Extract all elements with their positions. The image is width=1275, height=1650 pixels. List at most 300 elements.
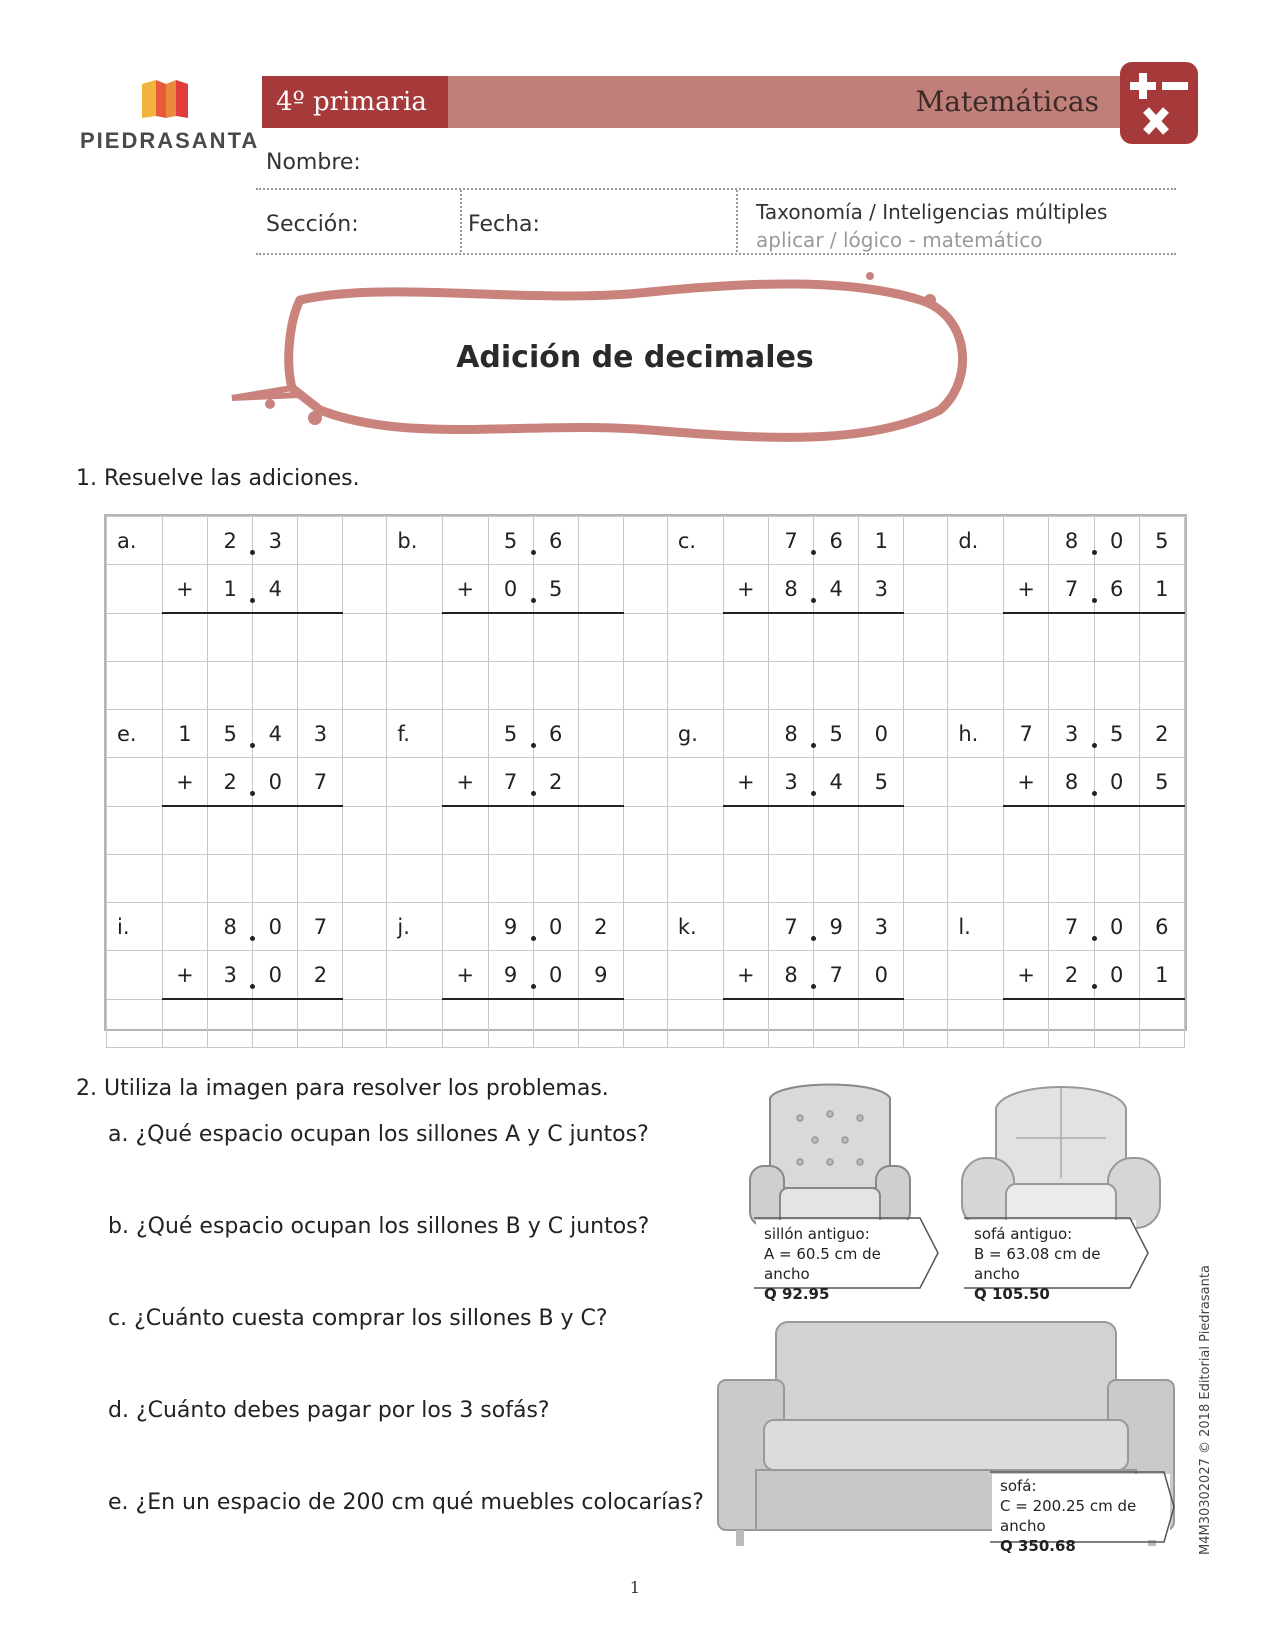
armchair-a-price: Q 92.95 [764, 1285, 830, 1303]
brand-logo-text: PIEDRASANTA [80, 128, 260, 153]
exercise-letter: h. [948, 710, 1004, 758]
grid-cell [667, 565, 723, 614]
digit-cell: 8 [769, 710, 814, 758]
grid-cell [343, 758, 387, 807]
answer-cell[interactable] [107, 662, 163, 710]
answer-cell[interactable] [253, 613, 298, 662]
digit-cell: 4 [253, 710, 298, 758]
grid-cell [904, 710, 948, 758]
answer-cell[interactable] [298, 806, 343, 855]
answer-cell[interactable] [904, 999, 948, 1048]
grid-cell [667, 951, 723, 1000]
answer-cell[interactable] [107, 999, 163, 1048]
grade-label: 4º primaria [262, 76, 448, 128]
answer-cell[interactable] [1004, 999, 1049, 1048]
grid-cell [904, 517, 948, 565]
grid-cell [667, 758, 723, 807]
nombre-label: Nombre: [266, 150, 361, 175]
answer-cell[interactable] [623, 613, 667, 662]
digit-cell: 3 [859, 903, 904, 951]
answer-cell[interactable] [859, 999, 904, 1048]
answer-cell[interactable] [162, 999, 207, 1048]
grid-row [107, 999, 1185, 1048]
answer-cell[interactable] [208, 806, 253, 855]
digit-cell: 1 [1139, 565, 1184, 614]
digit-cell: 5 [1139, 758, 1184, 807]
answer-cell[interactable] [387, 806, 443, 855]
digit-cell: 7 [298, 758, 343, 807]
answer-cell[interactable] [667, 806, 723, 855]
answer-cell[interactable] [1049, 806, 1094, 855]
digit-cell: 3 [253, 517, 298, 565]
page-number: 1 [629, 1578, 641, 1597]
armchair-a-tag [756, 1220, 926, 1303]
digit-cell: 1 [1139, 951, 1184, 1000]
answer-cell[interactable] [859, 662, 904, 710]
armchair-a-name: sillón antiguo: [764, 1225, 870, 1243]
digit-cell: 7 [769, 903, 814, 951]
exercise-letter: d. [948, 517, 1004, 565]
digit-cell: 7 [814, 951, 859, 1000]
answer-cell[interactable] [1049, 855, 1094, 903]
digit-cell: 1 [208, 565, 253, 614]
answer-cell[interactable] [623, 662, 667, 710]
grid-cell [343, 951, 387, 1000]
answer-cell[interactable] [253, 999, 298, 1048]
answer-cell[interactable] [1004, 855, 1049, 903]
armchair-a-width: A = 60.5 cm de ancho [764, 1245, 881, 1283]
grid-cell [623, 951, 667, 1000]
seccion-label: Sección: [266, 212, 359, 237]
answer-cell[interactable] [1049, 662, 1094, 710]
digit-cell [578, 710, 623, 758]
answer-cell[interactable] [443, 662, 488, 710]
grid-row [107, 855, 1185, 903]
answer-cell[interactable] [1094, 999, 1139, 1048]
answer-cell[interactable] [343, 999, 387, 1048]
digit-cell: 3 [1049, 710, 1094, 758]
digit-cell: 5 [208, 710, 253, 758]
answer-cell[interactable] [1004, 662, 1049, 710]
digit-cell: 3 [859, 565, 904, 614]
grid-cell [904, 951, 948, 1000]
answer-cell[interactable] [723, 806, 768, 855]
grid-row [107, 710, 1185, 758]
digit-cell: 3 [769, 758, 814, 807]
digit-cell [443, 903, 488, 951]
exercise-letter: c. [667, 517, 723, 565]
answer-cell[interactable] [533, 662, 578, 710]
digit-cell: 6 [1094, 565, 1139, 614]
answer-cell[interactable] [533, 613, 578, 662]
exercise-letter: b. [387, 517, 443, 565]
digit-cell [443, 517, 488, 565]
grid-cell [623, 758, 667, 807]
digit-cell [1004, 903, 1049, 951]
digit-cell: 8 [1049, 517, 1094, 565]
grid-row [107, 662, 1185, 710]
answer-cell[interactable] [667, 613, 723, 662]
digit-cell: + [443, 758, 488, 807]
digit-cell: 7 [1004, 710, 1049, 758]
answer-cell[interactable] [488, 999, 533, 1048]
digit-cell: 5 [859, 758, 904, 807]
exercise-letter: l. [948, 903, 1004, 951]
answer-cell[interactable] [387, 999, 443, 1048]
grid-row [107, 758, 1185, 807]
answer-cell[interactable] [769, 806, 814, 855]
digit-cell: 0 [533, 903, 578, 951]
digit-cell [443, 710, 488, 758]
answer-cell[interactable] [723, 613, 768, 662]
answer-cell[interactable] [948, 999, 1004, 1048]
answer-cell[interactable] [948, 662, 1004, 710]
digit-cell [298, 565, 343, 614]
digit-cell: 0 [488, 565, 533, 614]
answer-cell[interactable] [298, 999, 343, 1048]
digit-cell: 7 [1049, 903, 1094, 951]
answer-cell[interactable] [769, 662, 814, 710]
digit-cell: 7 [1049, 565, 1094, 614]
answer-cell[interactable] [1139, 855, 1184, 903]
digit-cell: 3 [208, 951, 253, 1000]
digit-cell: 0 [253, 903, 298, 951]
grid-row [107, 613, 1185, 662]
exercise-letter: j. [387, 903, 443, 951]
armchair-b-name: sofá antiguo: [974, 1225, 1073, 1243]
answer-cell[interactable] [859, 806, 904, 855]
answer-cell[interactable] [162, 613, 207, 662]
answer-cell[interactable] [208, 855, 253, 903]
answer-cell[interactable] [1094, 613, 1139, 662]
exercise-1-instruction: 1. Resuelve las adiciones. [76, 466, 360, 491]
answer-cell[interactable] [208, 662, 253, 710]
answer-cell[interactable] [814, 855, 859, 903]
answer-cell[interactable] [343, 855, 387, 903]
answer-cell[interactable] [1139, 806, 1184, 855]
grid-cell [343, 517, 387, 565]
digit-cell: + [723, 951, 768, 1000]
answer-cell[interactable] [578, 999, 623, 1048]
digit-cell: 7 [298, 903, 343, 951]
answer-cell[interactable] [298, 855, 343, 903]
digit-cell [578, 517, 623, 565]
digit-cell [1004, 517, 1049, 565]
divider [256, 188, 1176, 190]
digit-cell: 8 [769, 951, 814, 1000]
armchair-b-width: B = 63.08 cm de ancho [974, 1245, 1101, 1283]
digit-cell: 2 [208, 517, 253, 565]
digit-cell [578, 565, 623, 614]
digit-cell: 0 [1094, 951, 1139, 1000]
answer-cell[interactable] [1094, 662, 1139, 710]
digit-cell: 4 [814, 565, 859, 614]
addition-table [106, 516, 1185, 1048]
digit-cell: 9 [578, 951, 623, 1000]
digit-cell: 2 [1139, 710, 1184, 758]
digit-cell: 4 [253, 565, 298, 614]
grid-row [107, 951, 1185, 1000]
digit-cell: 8 [208, 903, 253, 951]
armchair-b-price: Q 105.50 [974, 1285, 1050, 1303]
grid-cell [623, 903, 667, 951]
digit-cell: 0 [859, 710, 904, 758]
addition-grid [104, 514, 1187, 1031]
answer-cell[interactable] [769, 613, 814, 662]
answer-cell[interactable] [578, 662, 623, 710]
answer-cell[interactable] [814, 806, 859, 855]
divider [736, 190, 738, 252]
answer-cell[interactable] [667, 999, 723, 1048]
answer-cell[interactable] [443, 613, 488, 662]
answer-cell[interactable] [107, 613, 163, 662]
grid-row [107, 806, 1185, 855]
answer-cell[interactable] [162, 855, 207, 903]
problem-c: c. ¿Cuánto cuesta comprar los sillones B y C? [108, 1306, 608, 1331]
exercise-letter: g. [667, 710, 723, 758]
digit-cell: 5 [533, 565, 578, 614]
digit-cell: 5 [814, 710, 859, 758]
armchair-b-tag [966, 1220, 1136, 1303]
digit-cell: 8 [1049, 758, 1094, 807]
answer-cell[interactable] [948, 855, 1004, 903]
exercise-2-instruction: 2. Utiliza la imagen para resolver los problemas. [76, 1076, 609, 1101]
answer-cell[interactable] [343, 806, 387, 855]
answer-cell[interactable] [667, 662, 723, 710]
subject-label: Matemáticas [915, 85, 1099, 118]
digit-cell: 9 [488, 951, 533, 1000]
answer-cell[interactable] [814, 999, 859, 1048]
digit-cell: 8 [769, 565, 814, 614]
answer-cell[interactable] [578, 806, 623, 855]
grid-cell [387, 951, 443, 1000]
answer-cell[interactable] [1094, 855, 1139, 903]
answer-cell[interactable] [623, 806, 667, 855]
answer-cell[interactable] [1004, 806, 1049, 855]
answer-cell[interactable] [533, 806, 578, 855]
answer-cell[interactable] [253, 662, 298, 710]
answer-cell[interactable] [387, 613, 443, 662]
grid-cell [343, 903, 387, 951]
grid-row [107, 903, 1185, 951]
grid-cell [948, 565, 1004, 614]
digit-cell: 6 [1139, 903, 1184, 951]
digit-cell: 9 [488, 903, 533, 951]
answer-cell[interactable] [533, 855, 578, 903]
grid-cell [387, 758, 443, 807]
digit-cell: + [723, 565, 768, 614]
grid-cell [948, 951, 1004, 1000]
digit-cell [162, 903, 207, 951]
digit-cell: 7 [769, 517, 814, 565]
answer-cell[interactable] [578, 613, 623, 662]
digit-cell: 3 [298, 710, 343, 758]
digit-cell: 0 [1094, 517, 1139, 565]
answer-cell[interactable] [1094, 806, 1139, 855]
sofa-c-width: C = 200.25 cm de ancho [1000, 1497, 1137, 1535]
digit-cell: 0 [1094, 903, 1139, 951]
grid-cell [904, 758, 948, 807]
math-operations-icon [1118, 60, 1200, 146]
digit-cell [578, 758, 623, 807]
answer-cell[interactable] [859, 855, 904, 903]
digit-cell: 2 [533, 758, 578, 807]
grid-cell [904, 565, 948, 614]
digit-cell [723, 517, 768, 565]
answer-cell[interactable] [343, 662, 387, 710]
digit-cell: 5 [1094, 710, 1139, 758]
exercise-letter: k. [667, 903, 723, 951]
problem-e: e. ¿En un espacio de 200 cm qué muebles colocarías? [108, 1490, 704, 1515]
digit-cell: 1 [162, 710, 207, 758]
exercise-letter: i. [107, 903, 163, 951]
answer-cell[interactable] [814, 613, 859, 662]
answer-cell[interactable] [208, 999, 253, 1048]
digit-cell: + [1004, 951, 1049, 1000]
digit-cell: 2 [208, 758, 253, 807]
grid-cell [623, 710, 667, 758]
answer-cell[interactable] [578, 855, 623, 903]
digit-cell: + [162, 951, 207, 1000]
digit-cell: 0 [253, 758, 298, 807]
grid-cell [623, 517, 667, 565]
grid-cell [107, 565, 163, 614]
grid-cell [107, 951, 163, 1000]
grid-cell [948, 758, 1004, 807]
sofa-c-price: Q 350.68 [1000, 1537, 1076, 1555]
sofa-c-name: sofá: [1000, 1477, 1037, 1495]
grid-cell [343, 565, 387, 614]
answer-cell[interactable] [769, 855, 814, 903]
answer-cell[interactable] [343, 613, 387, 662]
digit-cell: + [443, 951, 488, 1000]
grid-row [107, 565, 1185, 614]
digit-cell [162, 517, 207, 565]
answer-cell[interactable] [904, 855, 948, 903]
answer-cell[interactable] [488, 662, 533, 710]
digit-cell: + [162, 565, 207, 614]
divider [460, 190, 462, 252]
digit-cell [723, 903, 768, 951]
answer-cell[interactable] [443, 806, 488, 855]
digit-cell [298, 517, 343, 565]
page-title: Adición de decimales [456, 340, 814, 375]
digit-cell [723, 710, 768, 758]
digit-cell: 6 [814, 517, 859, 565]
exercise-letter: e. [107, 710, 163, 758]
answer-cell[interactable] [298, 662, 343, 710]
digit-cell: 7 [488, 758, 533, 807]
problem-b: b. ¿Qué espacio ocupan los sillones B y C juntos? [108, 1214, 650, 1239]
taxonomia-label: Taxonomía / Inteligencias múltiples [756, 200, 1108, 224]
grid-cell [107, 758, 163, 807]
digit-cell: 2 [298, 951, 343, 1000]
grid-cell [623, 565, 667, 614]
answer-cell[interactable] [1139, 999, 1184, 1048]
digit-cell: 0 [253, 951, 298, 1000]
answer-cell[interactable] [623, 855, 667, 903]
answer-cell[interactable] [488, 855, 533, 903]
answer-cell[interactable] [162, 662, 207, 710]
answer-cell[interactable] [107, 806, 163, 855]
digit-cell: 1 [859, 517, 904, 565]
digit-cell: 6 [533, 710, 578, 758]
digit-cell: 5 [1139, 517, 1184, 565]
taxonomia-value: aplicar / lógico - matemático [756, 228, 1043, 252]
digit-cell: 2 [1049, 951, 1094, 1000]
digit-cell: 5 [488, 710, 533, 758]
answer-cell[interactable] [253, 806, 298, 855]
digit-cell: 9 [814, 903, 859, 951]
digit-cell: 5 [488, 517, 533, 565]
digit-cell: 0 [1094, 758, 1139, 807]
answer-cell[interactable] [387, 855, 443, 903]
digit-cell: + [723, 758, 768, 807]
answer-cell[interactable] [904, 806, 948, 855]
answer-cell[interactable] [814, 662, 859, 710]
answer-cell[interactable] [443, 999, 488, 1048]
answer-cell[interactable] [1139, 613, 1184, 662]
answer-cell[interactable] [533, 999, 578, 1048]
answer-cell[interactable] [667, 855, 723, 903]
answer-cell[interactable] [1139, 662, 1184, 710]
digit-cell: 0 [859, 951, 904, 1000]
answer-cell[interactable] [107, 855, 163, 903]
answer-cell[interactable] [387, 662, 443, 710]
digit-cell: 4 [814, 758, 859, 807]
sofa-c-tag [992, 1474, 1170, 1555]
grid-cell [343, 710, 387, 758]
answer-cell[interactable] [1049, 999, 1094, 1048]
digit-cell: 6 [533, 517, 578, 565]
answer-cell[interactable] [723, 999, 768, 1048]
answer-cell[interactable] [948, 806, 1004, 855]
answer-cell[interactable] [723, 662, 768, 710]
divider [256, 253, 1176, 255]
problem-d: d. ¿Cuánto debes pagar por los 3 sofás? [108, 1398, 550, 1423]
answer-cell[interactable] [904, 613, 948, 662]
copyright-code: M4M3030202​7 © 2018 Editorial Piedrasanta [1198, 1265, 1213, 1555]
answer-cell[interactable] [162, 806, 207, 855]
answer-cell[interactable] [208, 613, 253, 662]
answer-cell[interactable] [904, 662, 948, 710]
digit-cell: 0 [533, 951, 578, 1000]
answer-cell[interactable] [1049, 613, 1094, 662]
answer-cell[interactable] [769, 999, 814, 1048]
answer-cell[interactable] [723, 855, 768, 903]
grid-cell [904, 903, 948, 951]
answer-cell[interactable] [948, 613, 1004, 662]
digit-cell: + [162, 758, 207, 807]
fecha-label: Fecha: [468, 212, 540, 237]
answer-cell[interactable] [443, 855, 488, 903]
answer-cell[interactable] [1004, 613, 1049, 662]
exercise-letter: a. [107, 517, 163, 565]
answer-cell[interactable] [859, 613, 904, 662]
answer-cell[interactable] [488, 613, 533, 662]
exercise-letter: f. [387, 710, 443, 758]
logo-book-icon [140, 78, 190, 120]
problem-a: a. ¿Qué espacio ocupan los sillones A y C juntos? [108, 1122, 649, 1147]
answer-cell[interactable] [298, 613, 343, 662]
digit-cell: + [1004, 565, 1049, 614]
digit-cell: 2 [578, 903, 623, 951]
answer-cell[interactable] [488, 806, 533, 855]
digit-cell: + [1004, 758, 1049, 807]
answer-cell[interactable] [253, 855, 298, 903]
answer-cell[interactable] [623, 999, 667, 1048]
grid-cell [387, 565, 443, 614]
